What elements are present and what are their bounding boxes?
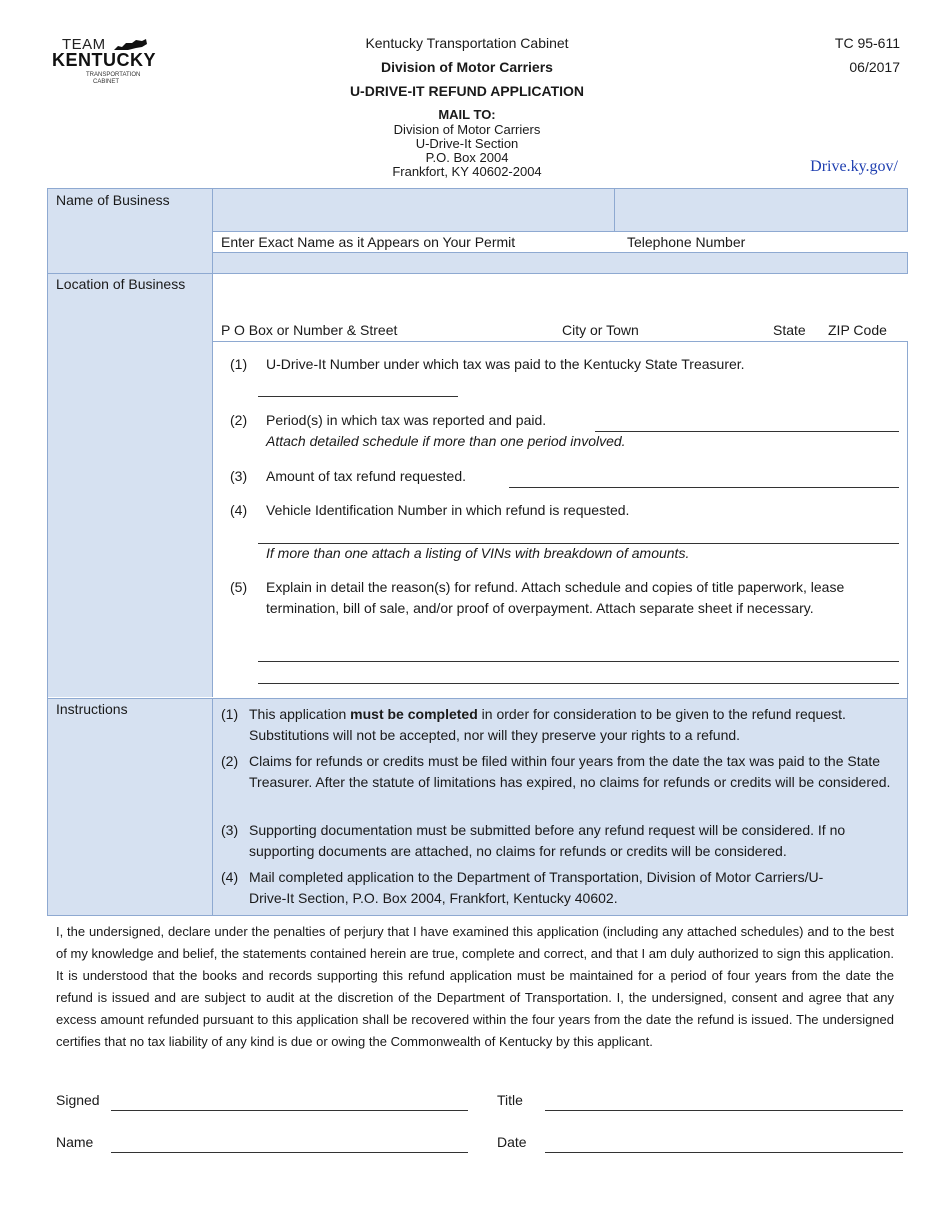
question-number: (5)	[230, 579, 248, 595]
mail-to-line: U-Drive-It Section	[415, 136, 519, 151]
mail-to-line: Frankfort, KY 40602-2004	[392, 164, 542, 179]
question-note: If more than one attach a listing of VINs with breakdown of amounts.	[266, 545, 690, 561]
date-line[interactable]	[545, 1152, 903, 1153]
division-name: Division of Motor Carriers	[381, 59, 553, 75]
reason-line-1[interactable]	[258, 661, 899, 662]
business-section	[47, 188, 908, 342]
name-line[interactable]	[111, 1152, 468, 1153]
location-input[interactable]	[213, 275, 907, 317]
title-line[interactable]	[545, 1110, 903, 1111]
street-caption: P O Box or Number & Street	[221, 322, 398, 338]
instruction-emphasis: must be completed	[350, 706, 478, 722]
instruction-text: This application must be completed in order for consideration to be given to the refund request. Substitutions will not be accepted, nor will they preserve your rights to a refund.	[249, 706, 846, 743]
question-number: (2)	[230, 412, 248, 428]
amount-line[interactable]	[509, 487, 899, 488]
zip-caption: ZIP Code	[828, 322, 887, 338]
question-text: Vehicle Identification Number in which refund is requested.	[266, 502, 630, 518]
website-link[interactable]: Drive.ky.gov/	[810, 158, 898, 175]
signed-line[interactable]	[111, 1110, 468, 1111]
instruction-text: Supporting documentation must be submitted before any refund request will be considered. If no supporting documents are attached, no claims for refunds or credits will be considered.	[249, 822, 846, 859]
question-text: U-Drive-It Number under which tax was paid to the Kentucky State Treasurer.	[266, 356, 745, 372]
form-date: 06/2017	[849, 59, 900, 75]
questions-left-shade	[48, 341, 212, 697]
reason-line-2[interactable]	[258, 683, 899, 684]
perjury-declaration: I, the undersigned, declare under the penalties of perjury that I have examined this application (including any attached schedules) and to the best of my knowledge and belief, the statements contained herein are true, complete and correct, and that I am duly authorized to sign this application. It is understood that the books and records supporting this refund application must be maintained for a period of four years from the date the refund is issued and are subject to audit at the discretion of the Department of Transportation. I, the undersigned, consent and agree that any excess amount refunded pursuant to this application shall be recovered within the four years from the date the refund is issued. The undersigned certifies that no tax liability of any kind is due or owing the Commonwealth of Kentucky by this applicant.	[56, 924, 894, 1049]
instruction-number: (1)	[221, 706, 239, 722]
city-caption: City or Town	[562, 322, 639, 338]
state-caption: State	[773, 322, 806, 338]
instruction-number: (4)	[221, 869, 239, 885]
question-number: (1)	[230, 356, 248, 372]
instruction-number: (3)	[221, 822, 239, 838]
mail-to-label: MAIL TO:	[438, 107, 496, 122]
title-label: Title	[497, 1092, 523, 1108]
name-of-business-label: Name of Business	[56, 192, 170, 208]
phone-caption: Telephone Number	[627, 234, 746, 250]
date-label: Date	[497, 1134, 527, 1150]
question-text: Period(s) in which tax was reported and paid.	[266, 412, 547, 428]
logo-team-text: TEAM	[62, 36, 106, 53]
question-text: Explain in detail the reason(s) for refund. Attach schedule and copies of title paperwork, lease termination, bill of sale, and/or proof of overpayment. Attach separate sheet if necessary.	[266, 579, 845, 616]
instruction-text: Claims for refunds or credits must be filed within four years from the date the tax was paid to the State Treasurer. After the statute of limitations has expired, no claims for refunds or credits will be considered.	[249, 753, 891, 790]
mail-to-line: Division of Motor Carriers	[393, 122, 541, 137]
question-note: Attach detailed schedule if more than one period involved.	[266, 433, 626, 449]
name-label: Name	[56, 1134, 94, 1150]
team-kentucky-logo	[50, 36, 155, 92]
location-of-business-label: Location of Business	[56, 276, 186, 292]
signed-label: Signed	[56, 1092, 100, 1108]
agency-name: Kentucky Transportation Cabinet	[365, 35, 569, 51]
question-text: Amount of tax refund requested.	[266, 468, 467, 484]
business-name-input[interactable]	[213, 190, 613, 230]
question-number: (3)	[230, 468, 248, 484]
logo-subtitle: TRANSPORTATION CABINET	[86, 72, 141, 85]
telephone-input[interactable]	[615, 190, 907, 230]
instruction-text: Mail completed application to the Department of Transportation, Division of Motor Carriers/U-Drive-It Section, P.O. Box 2004, Frankfort, Kentucky 40602.	[249, 869, 824, 906]
logo-kentucky-text: KENTUCKY	[52, 50, 157, 70]
instructions-label: Instructions	[56, 701, 128, 717]
form-title: U-DRIVE-IT REFUND APPLICATION	[349, 83, 585, 99]
instruction-number: (2)	[221, 753, 239, 769]
period-line[interactable]	[595, 431, 899, 432]
question-number: (4)	[230, 502, 248, 518]
name-caption: Enter Exact Name as it Appears on Your Permit	[221, 234, 516, 250]
mail-to-line: P.O. Box 2004	[425, 150, 509, 165]
udriveit-number-line[interactable]	[258, 396, 458, 397]
form-number: TC 95-611	[834, 35, 900, 51]
